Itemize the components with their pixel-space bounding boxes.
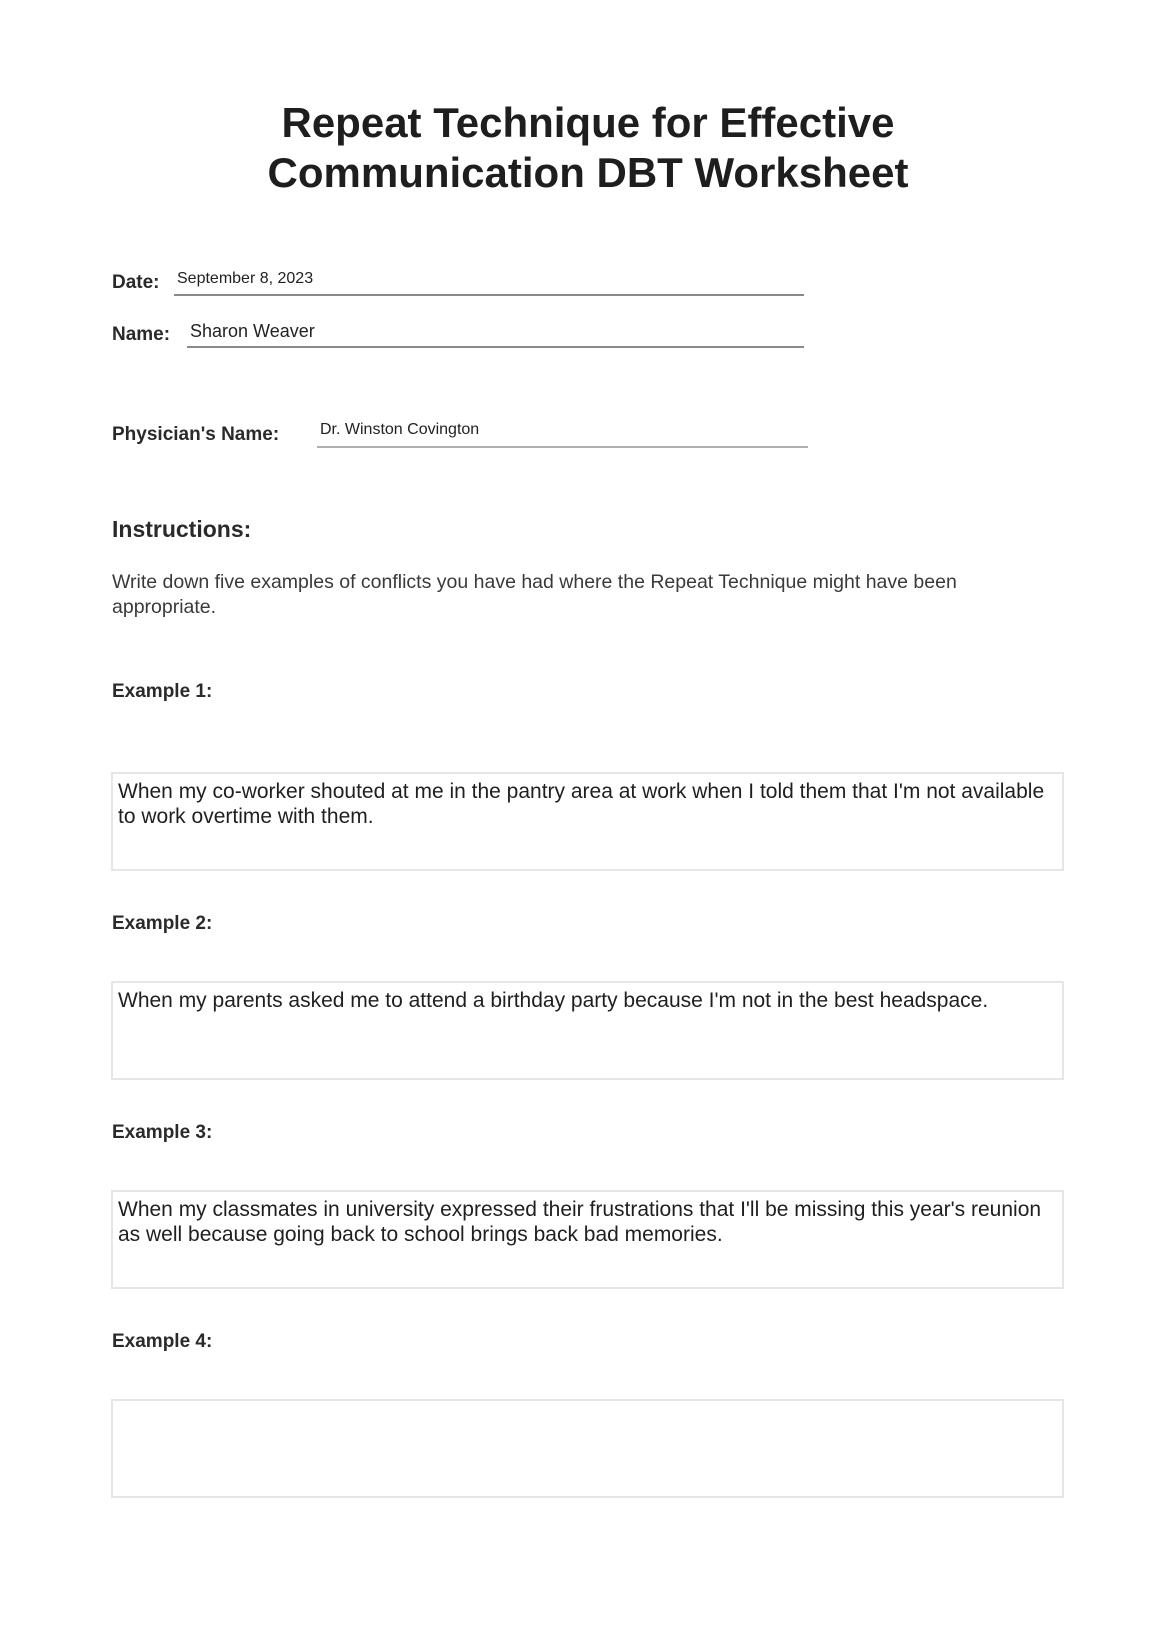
instructions-text: Write down five examples of conflicts you have had where the Repeat Technique might have been appropriate. — [112, 571, 957, 618]
example-2-label: Example 2: — [112, 913, 213, 934]
instructions-heading: Instructions: — [112, 516, 252, 542]
example-3-answer-text: When my classmates in university expressed their frustrations that I'll be missing this year's reunion as well because going back to school brings back bad memories. — [118, 1198, 1042, 1246]
example-1-answer-text: When my co-worker shouted at me in the pantry area at work when I told them that I'm not available to work overtime with them. — [118, 780, 1045, 828]
date-label: Date: — [112, 272, 160, 293]
physician-name-field-line[interactable] — [317, 446, 808, 448]
page-title-line-2: Communication DBT Worksheet — [267, 149, 909, 196]
example-4-answer-box[interactable] — [111, 1399, 1064, 1498]
name-value[interactable]: Sharon Weaver — [190, 321, 315, 341]
example-3-label: Example 3: — [112, 1122, 213, 1143]
name-label: Name: — [112, 324, 171, 345]
page-title-line-1: Repeat Technique for Effective — [281, 99, 895, 146]
physician-name-label: Physician's Name: — [112, 424, 280, 445]
example-1-label: Example 1: — [112, 681, 213, 702]
example-1-answer-box[interactable] — [111, 772, 1064, 871]
example-2-answer-box[interactable] — [111, 981, 1064, 1080]
physician-name-value[interactable]: Dr. Winston Covington — [320, 421, 480, 438]
name-field-line[interactable] — [187, 346, 804, 348]
date-value[interactable]: September 8, 2023 — [177, 270, 314, 287]
example-4-label: Example 4: — [112, 1331, 213, 1352]
page-title — [0, 98, 1176, 198]
example-2-answer-text: When my parents asked me to attend a birthday party because I'm not in the best headspace. — [118, 989, 989, 1012]
example-3-answer-box[interactable] — [111, 1190, 1064, 1289]
date-field-line[interactable] — [174, 294, 804, 296]
